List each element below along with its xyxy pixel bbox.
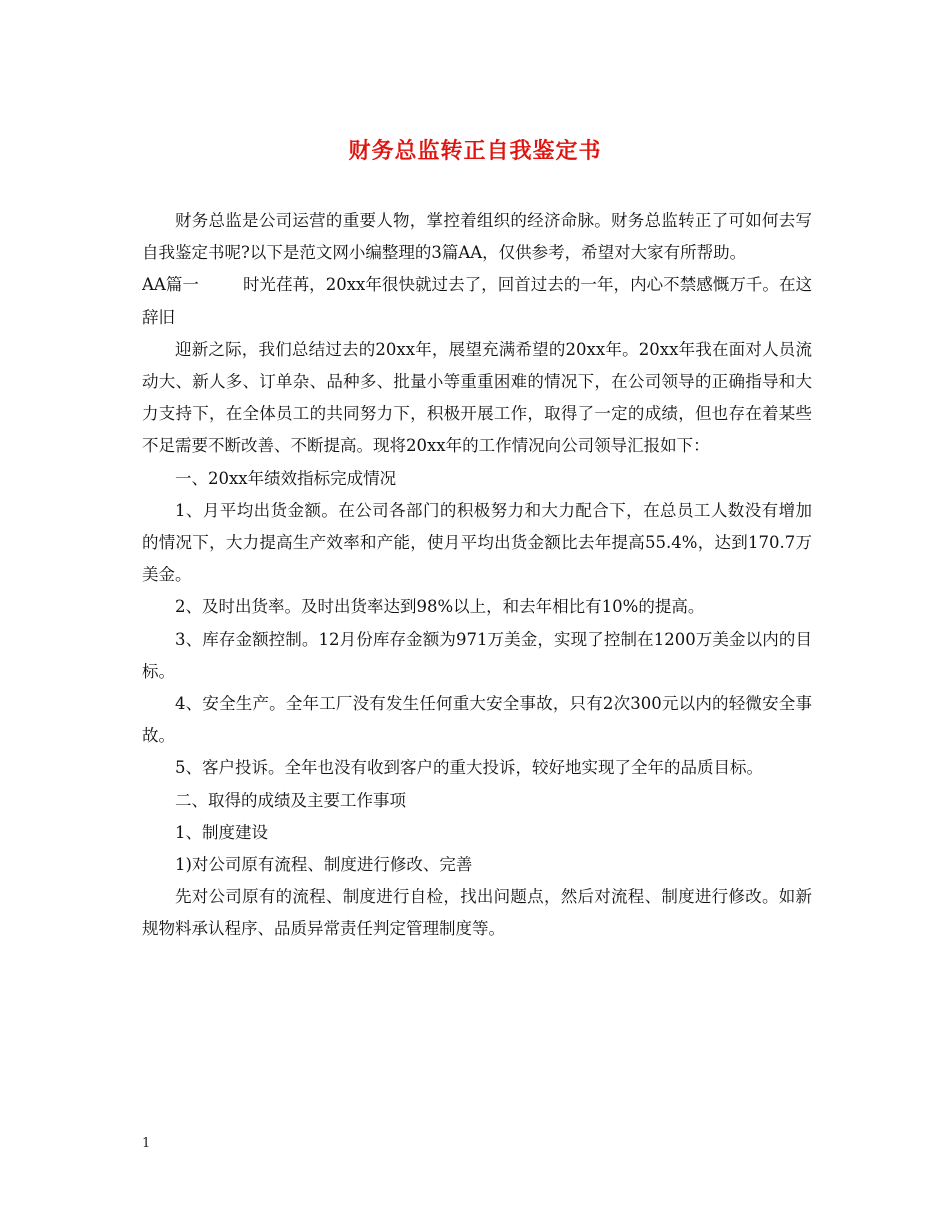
- paragraph-2: 先对公司原有的流程、制度进行自检，找出问题点，然后对流程、制度进行修改。如新规物料承认程序、品质异常责任判定管理制度等。: [142, 887, 812, 939]
- section-heading-1: 一、20xx年绩效指标完成情况: [175, 468, 397, 488]
- article-lead: 时光荏苒，20xx年很快就过去了，回首过去的一年，内心不禁感慨万千。在这辞旧: [142, 275, 812, 327]
- article-heading-line: [142, 269, 812, 333]
- article-label: AA篇一: [142, 275, 199, 295]
- page-number: 1: [142, 1136, 151, 1151]
- list-item-3: 3、库存金额控制。12月份库存金额为971万美金，实现了控制在1200万美金以内的目标。: [142, 629, 812, 681]
- intro-paragraph: 财务总监是公司运营的重要人物，掌控着组织的经济命脉。财务总监转正了可如何去写自我鉴定书呢?以下是范文网小编整理的3篇AA，仅供参考，希望对大家有所帮助。: [142, 211, 812, 263]
- list-item-2: 2、及时出货率。及时出货率达到98%以上，和去年相比有10%的提高。: [175, 597, 705, 617]
- subsection-heading-1-1: 1)对公司原有流程、制度进行修改、完善: [175, 855, 473, 875]
- document-body: [142, 205, 812, 946]
- list-item-5: 5、客户投诉。全年也没有收到客户的重大投诉，较好地实现了全年的品质目标。: [175, 758, 763, 778]
- subsection-heading-1: 1、制度建设: [175, 822, 268, 842]
- paragraph-1: 迎新之际，我们总结过去的20xx年，展望充满希望的20xx年。20xx年我在面对人员流动大、新人多、订单杂、品种多、批量小等重重困难的情况下，在公司领导的正确指导和大力支持下，在全体员工的共同努力下，积极开展工作，取得了一定的成绩，但也存在着某些不足需要不断改善、不断提高。现将20xx年的工作情况向公司领导汇报如下：: [142, 339, 812, 456]
- document-title: 财务总监转正自我鉴定书: [348, 138, 602, 164]
- list-item-4: 4、安全生产。全年工厂没有发生任何重大安全事故，只有2次300元以内的轻微安全事故。: [142, 694, 812, 746]
- section-heading-2: 二、取得的成绩及主要工作事项: [175, 790, 406, 810]
- list-item-1: 1、月平均出货金额。在公司各部门的积极努力和大力配合下，在总员工人数没有增加的情况下，大力提高生产效率和产能，使月平均出货金额比去年提高55.4%，达到170.7万美金。: [142, 500, 812, 585]
